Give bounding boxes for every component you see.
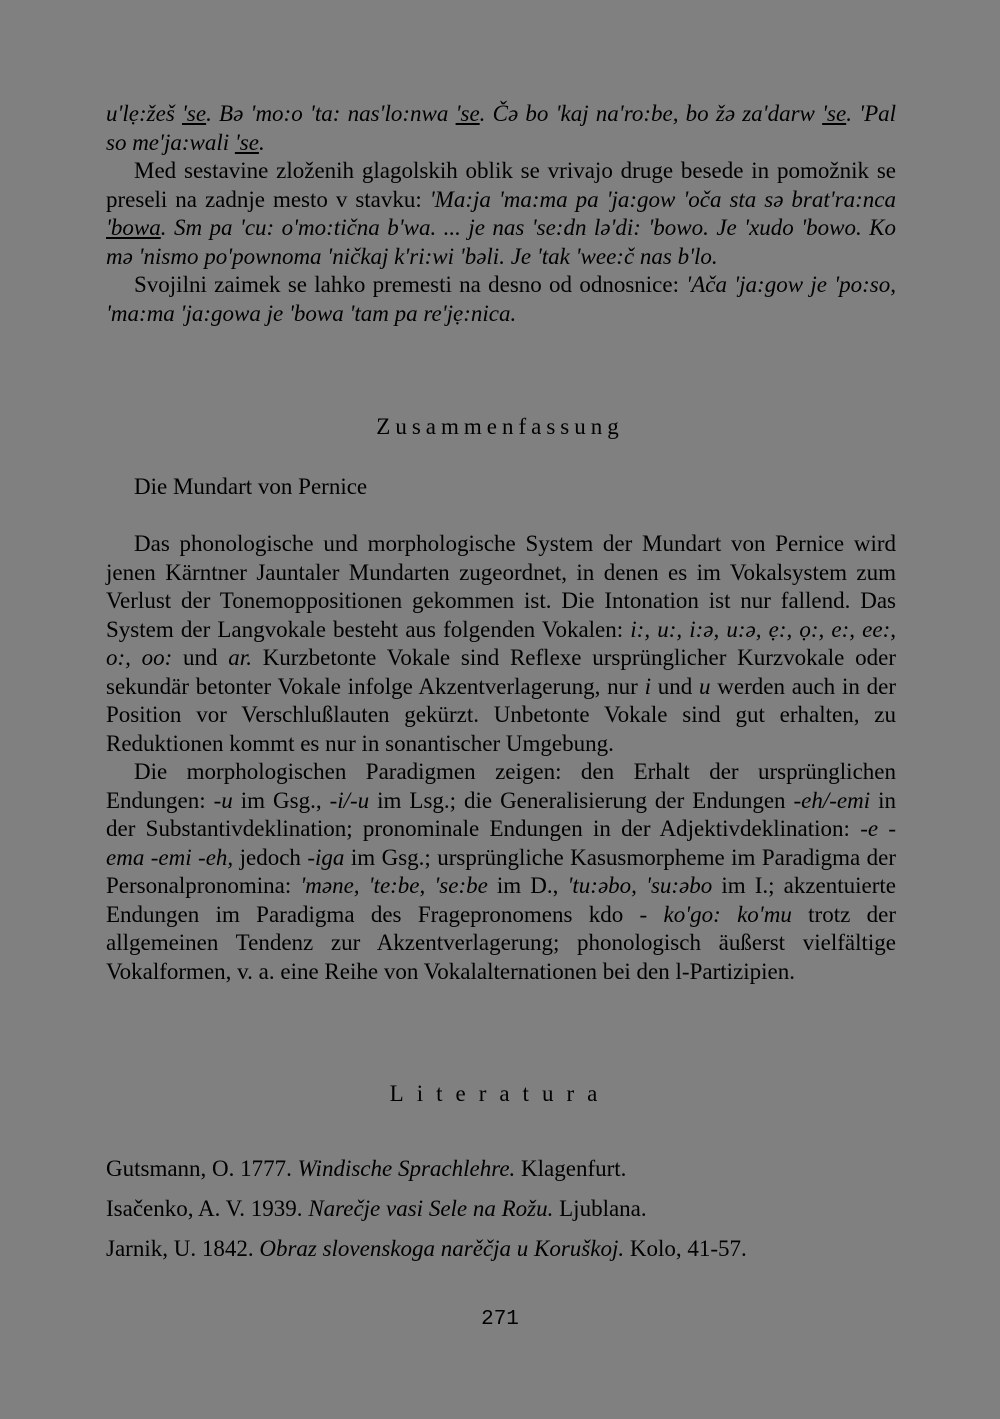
body-text: Kurzbetonte Vokale sind Reflexe ursprünglicher Kurzvokale oder sekundär betonter Vokale infolge Akzentverlagerung, nur — [106, 645, 896, 699]
body-text: und — [172, 645, 229, 670]
example-paragraph-1 — [106, 100, 896, 157]
paragraph-possessive — [106, 271, 896, 328]
reference-place: Kolo, 41-57. — [624, 1236, 747, 1261]
example-text: -u — [213, 787, 233, 813]
body-text: trotz der allgemeinen Tendenz zur Akzentverlagerung; phonologisch äußerst vielfältige Vokalformen, v. a. eine Reihe von Vokalalternationen bei den l-Partizipien. — [106, 901, 896, 984]
body-text: jedoch — [233, 844, 308, 870]
example-text: u — [699, 673, 711, 699]
example-text: 'məne, 'te:be, 'se:be — [300, 873, 488, 898]
reference-title: Narečje vasi Sele na Rožu. — [308, 1196, 554, 1221]
literatura-heading: Literatura — [389, 1081, 611, 1106]
reference-place: Ljublana. — [553, 1196, 647, 1221]
example-text: 'Ma:ja 'ma:ma pa 'ja:gow 'oča sta sə brat'ra:nca — [429, 186, 896, 212]
body-text: im Lsg.; die Generalisierung der Endungen — [369, 787, 794, 813]
example-text: -iga — [307, 844, 345, 870]
summary-text-block — [106, 530, 896, 986]
body-text: im Gsg.; ursprüngliche Kasusmorpheme im Paradigma der Personalpronomina: — [106, 844, 897, 898]
example-text: 'se — [822, 101, 847, 126]
reference-author: Gutsmann, O. 1777. — [106, 1156, 298, 1181]
body-text: in der Substantivdeklination; pronominale Endungen in der Adjektivdeklination: — [106, 787, 897, 841]
body-text: und — [650, 673, 700, 699]
reference-author: Jarnik, U. 1842. — [106, 1236, 260, 1261]
example-text: 'tu:əbo, 'su:əbo — [567, 873, 713, 898]
body-text: Die morphologischen Paradigmen zeigen: den Erhalt der ursprünglichen Endungen: — [106, 759, 896, 813]
example-text: 'bowa — [106, 215, 161, 240]
body-text: im I.; akzentuierte Endungen im Paradigma des Fragepronomens kdo - — [106, 873, 897, 927]
summary-paragraph-morphology — [106, 758, 896, 986]
example-text: . Čə bo 'kaj na'ro:be, bo žə za'darw — [479, 101, 815, 126]
reference-author: Isačenko, A. V. 1939. — [106, 1196, 309, 1221]
reference-title: Windische Sprachlehre. — [297, 1156, 516, 1181]
body-text: Med sestavine zloženih glagolskih oblik se vrivajo druge besede in pomožnik se preseli na zadnje mesto v stavku: — [106, 158, 896, 212]
example-text: . — [258, 129, 265, 155]
example-text: ar. — [228, 645, 252, 670]
summary-heading: Zusammenfassung — [376, 414, 624, 439]
summary-paragraph-phonology — [106, 530, 896, 758]
example-text: -eh/-emi — [793, 787, 871, 813]
body-text: im D., — [487, 873, 568, 898]
example-text: 'se — [455, 101, 480, 126]
example-text: -e - ema -emi -eh, — [106, 816, 896, 870]
reference-place: Klagenfurt. — [515, 1156, 627, 1181]
reference-title: Obraz slovenskoga narěčja u Koruškoj. — [259, 1236, 625, 1261]
reference-isacenko — [106, 1196, 647, 1222]
body-text: werden auch in der Position vor Verschlußlauten gekürzt. Unbetonte Vokale sind gut erhalten, zu Reduktionen kommt es nur in sonantischer Umgebung. — [106, 673, 896, 756]
summary-subtitle: Die Mundart von Pernice — [134, 474, 368, 499]
example-text: u'lẹ:žeš — [106, 101, 175, 126]
page-number: 271 — [481, 1308, 519, 1331]
reference-jarnik — [106, 1236, 747, 1262]
example-text: 'se — [234, 129, 259, 155]
example-text: i — [644, 673, 651, 699]
example-text: 'Ača 'ja:gow je 'po:so, 'ma:ma 'ja:gowa je 'bowa 'tam pa re'jẹ:nica. — [106, 272, 896, 326]
body-text: Das phonologische und morphologische System der Mundart von Pernice wird jenen Kärntner Jauntaler Mundarten zugeordnet, in denen es im Vokalsystem zum Verlust der Tonemoppositionen gekommen ist. Die Intonation ist nur fallend. Das System der Langvokale besteht aus folgenden Vokalen: — [106, 531, 896, 642]
example-text: ko'go: ko'mu — [663, 901, 792, 927]
example-text: -i/-u — [329, 787, 370, 813]
example-text: . Bə 'mo:o 'ta: nas'lo:nwa — [206, 101, 449, 126]
reference-gutsmann — [106, 1156, 626, 1182]
paragraph-auxiliary — [106, 157, 896, 271]
example-text: . 'Pal so me'ja:wali — [106, 101, 897, 155]
slovene-text-block — [106, 100, 896, 328]
example-text: 'se — [182, 101, 207, 126]
body-text: im Gsg., — [232, 787, 330, 813]
example-text: . Sm pa 'cu: o'mo:tična b'wa. ... je nas 'se:dn lə'di: 'bowo. Je 'xudo 'bowo. Ko mə 'nismo po'pownoma 'ničkaj k'ri:wi 'bəli. Je 'tak 'wee:č nas b'lo. — [106, 215, 896, 269]
example-text: i:, u:, i:ə, u:ə, ẹ:, ọ:, e:, ee:, o:, oo: — [106, 616, 896, 670]
body-text: Svojilni zaimek se lahko premesti na desno od odnosnice: — [134, 272, 687, 297]
